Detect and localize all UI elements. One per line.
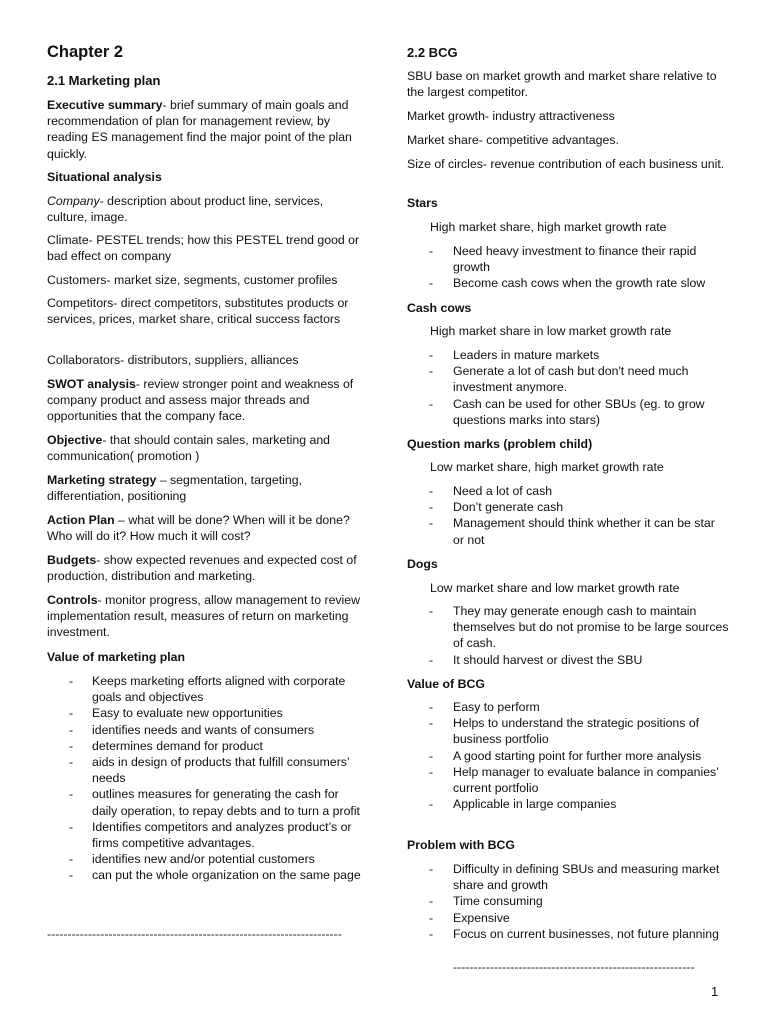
list-item: - Help manager to evaluate balance in companies’ current portfolio [407,764,729,796]
page-number: 1 [711,984,719,999]
objective-paragraph [47,432,365,464]
problem-bcg-heading: Problem with BCG [407,838,515,852]
cash-cows-list [407,347,729,428]
list-item: - identifies new and/or potential customers [47,851,365,867]
list-item: - Identifies competitors and analyzes product’s or firms competitive advantages. [47,819,365,851]
objective-text: - that should contain sales, marketing and communication( promotion ) [47,433,330,464]
list-item: - Leaders in mature markets [407,347,729,363]
market-share: Market share- competitive advantages. [407,133,619,147]
strategy-term: Marketing strategy [47,473,157,487]
value-bcg-heading: Value of BCG [407,677,485,691]
value-marketing-plan-list [47,673,365,884]
list-item: - It should harvest or divest the SBU [407,652,729,668]
company-paragraph [47,193,365,225]
controls-text: - monitor progress, allow management to review implementation result, measures of return on marketing investment. [47,593,361,640]
company-term: Company [47,194,100,208]
list-item: - Become cash cows when the growth rate slow [407,275,729,291]
section-bcg: 2.2 BCG [407,45,458,60]
budgets-paragraph [47,552,365,584]
list-item: - Need heavy investment to finance their rapid growth [407,243,729,275]
stars-heading: Stars [407,196,438,210]
list-item: - Easy to perform [407,699,729,715]
stars-list [407,243,729,292]
swot-term: SWOT analysis [47,377,136,391]
list-item: - Applicable in large companies [407,796,729,812]
right-separator: ----------------------------------------------------------- [453,960,695,974]
budgets-term: Budgets [47,553,97,567]
list-item: - A good starting point for further more analysis [407,748,729,764]
list-item: - Time consuming [407,893,729,909]
action-plan-term: Action Plan [47,513,115,527]
budgets-text: - show expected revenues and expected cost of production, distribution and marketing. [47,553,357,584]
bcg-intro: SBU base on market growth and market share relative to the largest competitor. [407,69,717,100]
question-marks-list [407,483,729,548]
controls-paragraph [47,592,365,641]
dogs-heading: Dogs [407,557,438,571]
executive-summary [47,97,365,162]
list-item: - aids in design of products that fulfill consumers’ needs [47,754,365,786]
list-item: - Difficulty in defining SBUs and measuring market share and growth [407,861,729,893]
problem-bcg-list [407,861,729,942]
section-marketing-plan: 2.1 Marketing plan [47,73,161,88]
competitors-paragraph: Competitors- direct competitors, substitutes products or services, prices, market share, critical success factors [47,296,349,327]
list-item: - identifies needs and wants of consumers [47,722,365,738]
list-item: - Easy to evaluate new opportunities [47,705,365,721]
cash-cows-heading: Cash cows [407,301,472,315]
strategy-text: – segmentation, targeting, differentiation, positioning [47,473,302,504]
value-marketing-plan-heading: Value of marketing plan [47,650,186,664]
dogs-description: Low market share and low market growth rate [430,581,680,595]
list-item: - Focus on current businesses, not future planning [407,926,729,942]
list-item: - determines demand for product [47,738,365,754]
question-marks-heading: Question marks (problem child) [407,437,593,451]
list-item: - Need a lot of cash [407,483,729,499]
action-plan-paragraph [47,512,365,544]
list-item: - Keeps marketing efforts aligned with corporate goals and objectives [47,673,365,705]
list-item: - Don’t generate cash [407,499,729,515]
chapter-title: Chapter 2 [47,43,124,61]
left-separator: ------------------------------------------------------------------------ [47,927,342,941]
action-plan-text: – what will be done? When will it be done? Who will do it? How much it will cost? [47,513,350,544]
customers-paragraph: Customers- market size, segments, customer profiles [47,273,338,287]
executive-summary-term: Executive summary [47,98,163,112]
list-item: - Expensive [407,910,729,926]
controls-term: Controls [47,593,98,607]
size-of-circles: Size of circles- revenue contribution of each business unit. [407,157,725,171]
market-growth: Market growth- industry attractiveness [407,109,615,123]
list-item: - Helps to understand the strategic positions of business portfolio [407,715,729,747]
list-item: - Cash can be used for other SBUs (eg. to grow questions marks into stars) [407,396,729,428]
question-marks-description: Low market share, high market growth rate [430,460,664,474]
stars-description: High market share, high market growth rate [430,220,667,234]
objective-term: Objective [47,433,103,447]
dogs-list [407,603,729,668]
climate-paragraph: Climate- PESTEL trends; how this PESTEL trend good or bad effect on company [47,233,360,264]
cash-cows-description: High market share in low market growth rate [430,324,672,338]
strategy-paragraph [47,472,365,504]
executive-summary-text: - brief summary of main goals and recommendation of plan for management review, by reading ES management find the major point of the plan quickly. [47,98,352,161]
list-item: - outlines measures for generating the cash for daily operation, to repay debts and to turn a profit [47,786,365,818]
collaborators-paragraph: Collaborators- distributors, suppliers, alliances [47,353,299,367]
situational-analysis-heading: Situational analysis [47,170,162,184]
company-text: - description about product line, services, culture, image. [47,194,324,225]
swot-text: - review stronger point and weakness of company product and assess major threads and opportunities that the company face. [47,377,354,424]
list-item: - Generate a lot of cash but don't need much investment anymore. [407,363,729,395]
list-item: - Management should think whether it can be star or not [407,515,729,547]
list-item: - can put the whole organization on the same page [47,867,365,883]
value-bcg-list [407,699,729,812]
swot-paragraph [47,376,365,425]
list-item: - They may generate enough cash to maintain themselves but do not promise to be large sources of cash. [407,603,729,652]
